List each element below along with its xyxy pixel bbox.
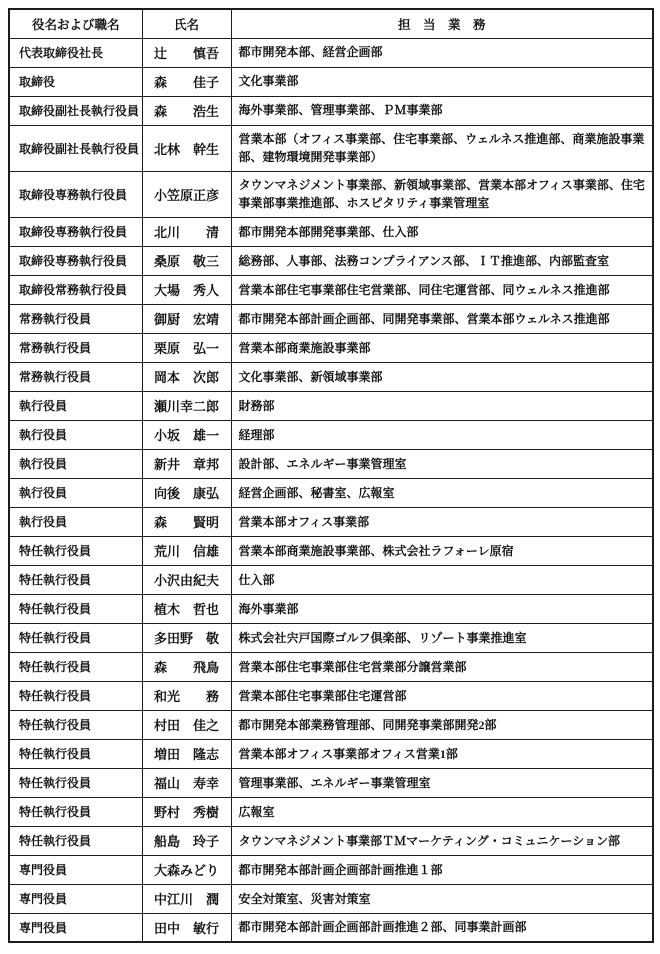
- table-row: [9, 125, 653, 171]
- table-row: [9, 420, 653, 449]
- officer-name: 野村 秀樹: [154, 805, 219, 821]
- duties-cell: 営業本部オフィス事業部オフィス営業1部: [231, 739, 653, 768]
- table-row: [9, 913, 653, 942]
- name-cell: [142, 768, 231, 797]
- name-cell: [142, 681, 231, 710]
- role-cell: 特任執行役員: [9, 652, 142, 681]
- table-row: [9, 449, 653, 478]
- duties-cell: 営業本部オフィス事業部: [231, 507, 653, 536]
- name-cell: [142, 913, 231, 942]
- name-cell: [142, 855, 231, 884]
- officer-name: 森 飛鳥: [154, 660, 219, 676]
- duties-cell: 経理部: [231, 420, 653, 449]
- duties-cell: 営業本部住宅事業部住宅営業部、同住宅運営部、同ウェルネス推進部: [231, 275, 653, 304]
- officer-name: 村田 佳之: [154, 718, 219, 734]
- duties-cell: 広報室: [231, 797, 653, 826]
- name-cell: [142, 275, 231, 304]
- role-cell: 特任執行役員: [9, 681, 142, 710]
- name-cell: [142, 67, 231, 96]
- officer-name: 和光 務: [154, 689, 219, 705]
- duties-cell: 管理事業部、エネルギー事業管理室: [231, 768, 653, 797]
- name-cell: [142, 125, 231, 171]
- duties-cell: 仕入部: [231, 565, 653, 594]
- officer-name: 多田野 敬: [154, 631, 219, 647]
- name-cell: [142, 507, 231, 536]
- column-header-role: 役名および職名: [9, 9, 142, 38]
- header-row: [9, 9, 653, 38]
- table-row: [9, 681, 653, 710]
- role-cell: 代表取締役社長: [9, 38, 142, 67]
- officer-name: 小沢由紀夫: [154, 573, 220, 589]
- role-cell: 執行役員: [9, 507, 142, 536]
- name-cell: [142, 594, 231, 623]
- table-row: [9, 38, 653, 67]
- name-cell: [142, 420, 231, 449]
- duties-cell: 営業本部（オフィス事業部、住宅事業部、ウェルネス推進部、商業施設事業部、建物環境開発事業部）: [231, 125, 653, 171]
- officer-name: 中江川 潤: [154, 892, 219, 908]
- name-cell: [142, 884, 231, 913]
- name-cell: [142, 38, 231, 67]
- duties-cell: 都市開発本部開発事業部、仕入部: [231, 217, 653, 246]
- name-cell: [142, 362, 231, 391]
- officer-name: 小笠原正彦: [154, 187, 220, 203]
- officer-name: 森 浩生: [154, 104, 219, 119]
- name-cell: [142, 623, 231, 652]
- role-cell: 特任執行役員: [9, 536, 142, 565]
- name-cell: [142, 478, 231, 507]
- role-cell: 取締役専務執行役員: [9, 171, 142, 217]
- name-cell: [142, 217, 231, 246]
- table-row: [9, 304, 653, 333]
- table-row: [9, 67, 653, 96]
- table-row: [9, 536, 653, 565]
- officer-name: 向後 康弘: [154, 486, 219, 502]
- officer-name: 小坂 雄一: [154, 428, 219, 444]
- officer-name: 岡本 次郎: [154, 370, 219, 386]
- duties-cell: 安全対策室、災害対策室: [231, 884, 653, 913]
- role-cell: 特任執行役員: [9, 594, 142, 623]
- duties-cell: 設計部、エネルギー事業管理室: [231, 449, 653, 478]
- officer-name: 森 佳子: [154, 75, 219, 90]
- duties-cell: 文化事業部、新領域事業部: [231, 362, 653, 391]
- duties-cell: 都市開発本部計画企画部、同開発事業部、営業本部ウェルネス推進部: [231, 304, 653, 333]
- table-row: [9, 362, 653, 391]
- role-cell: 特任執行役員: [9, 623, 142, 652]
- table-row: [9, 275, 653, 304]
- role-cell: 常務執行役員: [9, 362, 142, 391]
- officer-name: 北川 清: [154, 225, 219, 241]
- officer-name: 辻 慎吾: [154, 46, 219, 61]
- duties-cell: タウンマネジメント事業部ＴＭマーケティング・コミュニケーション部: [231, 826, 653, 855]
- duties-cell: 都市開発本部計画企画部計画推進１部: [231, 855, 653, 884]
- role-cell: 専門役員: [9, 855, 142, 884]
- officer-name: 田中 敏行: [154, 921, 219, 937]
- officer-name: 瀬川幸二郎: [154, 399, 220, 415]
- duties-cell: 海外事業部、管理事業部、ＰＭ事業部: [231, 96, 653, 125]
- duties-cell: 営業本部住宅事業部住宅営業部分譲営業部: [231, 652, 653, 681]
- officer-name: 森 賢明: [154, 515, 219, 531]
- name-cell: [142, 391, 231, 420]
- table-row: [9, 855, 653, 884]
- duties-cell: 営業本部住宅事業部住宅運営部: [231, 681, 653, 710]
- role-cell: 取締役副社長執行役員: [9, 96, 142, 125]
- duties-cell: 営業本部商業施設事業部、株式会社ラフォーレ原宿: [231, 536, 653, 565]
- role-cell: 特任執行役員: [9, 768, 142, 797]
- name-cell: [142, 96, 231, 125]
- officer-name: 栗原 弘一: [154, 341, 219, 357]
- name-cell: [142, 652, 231, 681]
- name-cell: [142, 536, 231, 565]
- duties-cell: 財務部: [231, 391, 653, 420]
- duties-cell: 経営企画部、秘書室、広報室: [231, 478, 653, 507]
- name-cell: [142, 246, 231, 275]
- role-cell: 特任執行役員: [9, 710, 142, 739]
- table-row: [9, 768, 653, 797]
- officer-name: 新井 章邦: [154, 457, 219, 473]
- officers-table: [8, 8, 654, 943]
- officer-name: 桑原 敬三: [154, 254, 219, 270]
- duties-cell: 営業本部商業施設事業部: [231, 333, 653, 362]
- name-cell: [142, 171, 231, 217]
- table-row: [9, 652, 653, 681]
- table-row: [9, 565, 653, 594]
- table-row: [9, 217, 653, 246]
- role-cell: 取締役副社長執行役員: [9, 125, 142, 171]
- duties-cell: 文化事業部: [231, 67, 653, 96]
- table-row: [9, 826, 653, 855]
- table-row: [9, 333, 653, 362]
- role-cell: 執行役員: [9, 391, 142, 420]
- table-row: [9, 246, 653, 275]
- name-cell: [142, 449, 231, 478]
- table-row: [9, 884, 653, 913]
- officer-name: 北林 幹生: [154, 141, 219, 157]
- role-cell: 特任執行役員: [9, 826, 142, 855]
- officer-name: 増田 隆志: [154, 747, 219, 763]
- name-cell: [142, 304, 231, 333]
- table-row: [9, 171, 653, 217]
- officer-name: 大場 秀人: [154, 283, 219, 299]
- name-cell: [142, 797, 231, 826]
- table-row: [9, 594, 653, 623]
- role-cell: 取締役専務執行役員: [9, 217, 142, 246]
- role-cell: 取締役常務執行役員: [9, 275, 142, 304]
- name-cell: [142, 565, 231, 594]
- role-cell: 執行役員: [9, 420, 142, 449]
- table-row: [9, 391, 653, 420]
- name-cell: [142, 710, 231, 739]
- role-cell: 特任執行役員: [9, 797, 142, 826]
- role-cell: 執行役員: [9, 449, 142, 478]
- name-cell: [142, 333, 231, 362]
- officer-name: 植木 哲也: [154, 602, 219, 618]
- table-row: [9, 797, 653, 826]
- column-header-duties: 担 当 業 務: [231, 9, 653, 38]
- duties-cell: 都市開発本部計画企画部計画推進２部、同事業計画部: [231, 913, 653, 942]
- duties-cell: 都市開発本部、経営企画部: [231, 38, 653, 67]
- role-cell: 特任執行役員: [9, 565, 142, 594]
- role-cell: 特任執行役員: [9, 739, 142, 768]
- officer-name: 船島 玲子: [154, 834, 219, 850]
- role-cell: 常務執行役員: [9, 304, 142, 333]
- officer-name: 大森みどり: [154, 863, 220, 879]
- column-header-name: 氏名: [142, 9, 231, 38]
- role-cell: 専門役員: [9, 884, 142, 913]
- role-cell: 常務執行役員: [9, 333, 142, 362]
- duties-cell: 総務部、人事部、法務コンプライアンス部、ＩＴ推進部、内部監査室: [231, 246, 653, 275]
- duties-cell: 海外事業部: [231, 594, 653, 623]
- role-cell: 取締役専務執行役員: [9, 246, 142, 275]
- name-cell: [142, 826, 231, 855]
- table-row: [9, 96, 653, 125]
- table-row: [9, 710, 653, 739]
- table-body: [9, 38, 653, 942]
- role-cell: 専門役員: [9, 913, 142, 942]
- officer-name: 福山 寿幸: [154, 776, 219, 792]
- table-row: [9, 478, 653, 507]
- table-row: [9, 507, 653, 536]
- role-cell: 取締役: [9, 67, 142, 96]
- duties-cell: 都市開発本部業務管理部、同開発事業部開発2部: [231, 710, 653, 739]
- duties-cell: タウンマネジメント事業部、新領域事業部、営業本部オフィス事業部、住宅事業部事業推進部、ホスピタリティ事業管理室: [231, 171, 653, 217]
- officer-name: 御厨 宏靖: [154, 312, 219, 328]
- table-row: [9, 623, 653, 652]
- duties-cell: 株式会社宍戸国際ゴルフ倶楽部、リゾート事業推進室: [231, 623, 653, 652]
- name-cell: [142, 739, 231, 768]
- role-cell: 執行役員: [9, 478, 142, 507]
- table-row: [9, 739, 653, 768]
- officer-name: 荒川 信雄: [154, 544, 219, 560]
